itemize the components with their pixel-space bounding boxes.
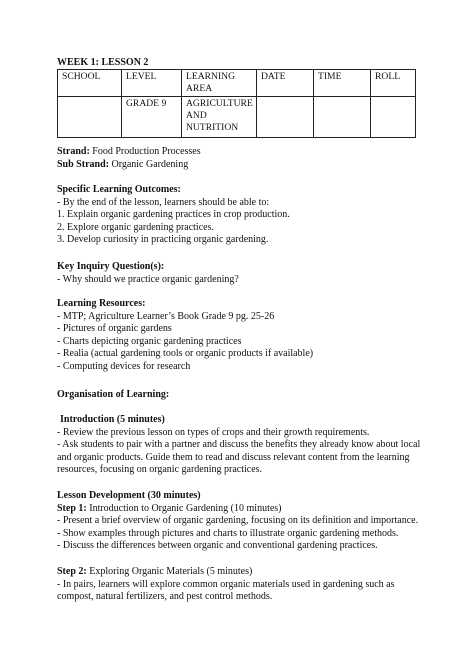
lesson-info-table	[57, 69, 416, 138]
step-2-text: Exploring Organic Materials (5 minutes)	[89, 566, 253, 577]
table-row	[58, 97, 416, 138]
list-item: 3. Develop curiosity in practicing organic gardening.	[57, 234, 269, 246]
sub-strand-line	[57, 159, 467, 172]
development-heading: Lesson Development (30 minutes)	[57, 490, 201, 501]
step-2-line	[57, 566, 467, 579]
cell-roll	[371, 97, 416, 138]
cell-school	[58, 97, 122, 138]
header-level: LEVEL	[122, 70, 182, 97]
list-item: - Pictures of organic gardens	[57, 323, 172, 335]
cell-learning-area: AGRICULTURE AND NUTRITION	[182, 97, 257, 138]
header-school: SCHOOL	[58, 70, 122, 97]
inquiry-heading: Key Inquiry Question(s):	[57, 261, 165, 272]
list-item: - Why should we practice organic gardening?	[57, 273, 239, 285]
strand-label: Strand:	[57, 146, 90, 157]
development-section	[57, 490, 467, 553]
step-1-line	[57, 503, 467, 516]
list-item: 1. Explain organic gardening practices in crop production.	[57, 209, 290, 221]
step-1-text: Introduction to Organic Gardening (10 minutes)	[89, 502, 282, 514]
introduction-section	[57, 414, 467, 477]
resources-section	[57, 298, 467, 374]
step-2-label: Step 2:	[57, 566, 87, 577]
sub-strand-value: Organic Gardening	[111, 159, 189, 170]
list-item: - Review the previous lesson on types of crops and their growth requirements.	[57, 426, 370, 438]
list-item: - By the end of the lesson, learners should be able to:	[57, 196, 270, 208]
list-item: resources, focusing on organic gardening practices.	[57, 464, 263, 476]
header-time: TIME	[314, 70, 371, 97]
list-item: - Realia (actual gardening tools or organic products if available)	[57, 348, 314, 360]
list-item: - Charts depicting organic gardening practices	[57, 335, 242, 347]
list-item: 2. Explore organic gardening practices.	[57, 221, 214, 233]
cell-time	[314, 97, 371, 138]
list-item: - In pairs, learners will explore common organic materials used in gardening such as	[57, 578, 395, 590]
sub-strand-label: Sub Strand:	[57, 159, 109, 170]
page-title: WEEK 1: LESSON 2	[57, 57, 149, 68]
list-item: - MTP; Agriculture Learner’s Book Grade 9 pg. 25-26	[57, 310, 275, 322]
organisation-heading: Organisation of Learning:	[57, 389, 170, 400]
list-item: - Computing devices for research	[57, 360, 191, 372]
step-2-section	[57, 566, 467, 604]
strand-line	[57, 146, 467, 159]
cell-date	[257, 97, 314, 138]
list-item: and organic products. Guide them to read and discuss relevant content from the learning	[57, 451, 410, 463]
list-item: - Ask students to pair with a partner and discuss the benefits they already know about local	[57, 439, 421, 451]
strand-value: Food Production Processes	[92, 146, 201, 157]
header-learning-area: LEARNING AREA	[182, 70, 257, 97]
list-item: - Show examples through pictures and charts to illustrate organic gardening methods.	[57, 527, 399, 539]
list-item: compost, natural fertilizers, and pest control methods.	[57, 591, 273, 603]
list-item: - Present a brief overview of organic gardening, focusing on its definition and importance.	[57, 515, 419, 527]
header-date: DATE	[257, 70, 314, 97]
cell-level: GRADE 9	[122, 97, 182, 138]
step-1-label: Step 1:	[57, 502, 87, 514]
resources-heading: Learning Resources:	[57, 298, 146, 309]
list-item: - Discuss the differences between organic and conventional gardening practices.	[57, 540, 378, 552]
inquiry-section	[57, 261, 467, 286]
outcomes-section	[57, 184, 467, 247]
table-header-row	[58, 70, 416, 97]
outcomes-heading: Specific Learning Outcomes:	[57, 184, 181, 195]
introduction-heading: Introduction (5 minutes)	[60, 414, 165, 425]
header-roll: ROLL	[371, 70, 416, 97]
